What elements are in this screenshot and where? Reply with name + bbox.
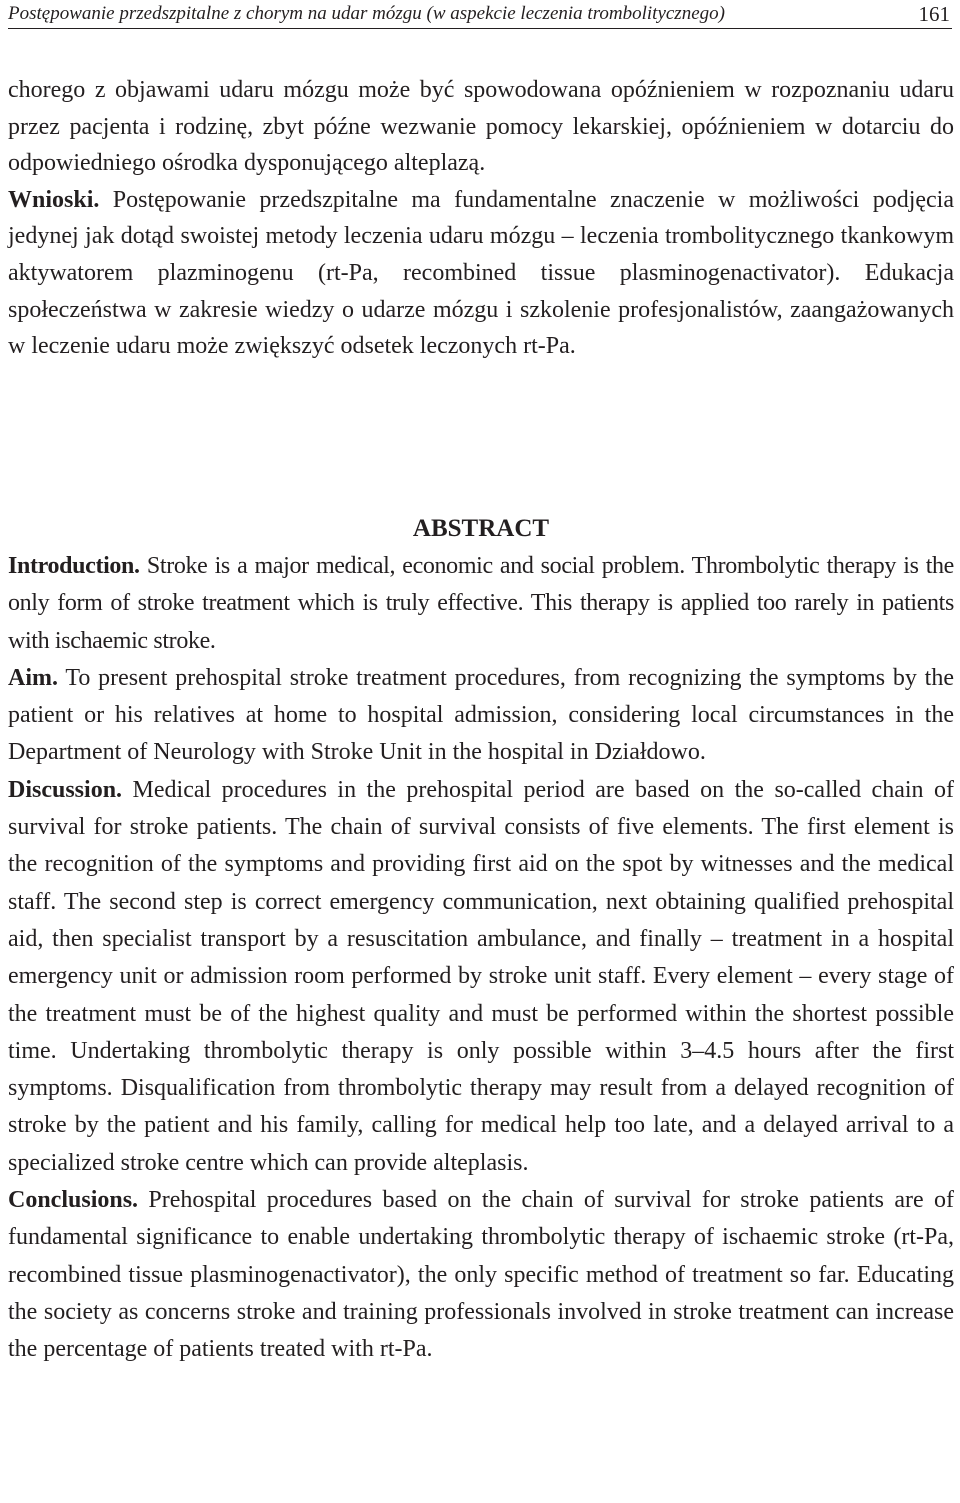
aim-paragraph xyxy=(8,660,954,772)
conclusions-text: Prehospital procedures based on the chain of survival for stroke patients are of fundamental significance to enable undertaking thrombolytic therapy of ischaemic stroke (rt-Pa, recombined tissue plasminogenactivator), the only specific method of treatment so far. Educating the society as concerns stroke and training professionals involved in stroke treatment can increase the percentage of patients treated with rt-Pa. xyxy=(8,1187,955,1363)
discussion-text: Medical procedures in the prehospital period are based on the so-called chain of survival for stroke patients. The chain of survival consists of five elements. The first element is the recognition of the symptoms and providing first aid on the spot by witnesses and the medical staff. The second step is correct emergency communication, next obtaining qualified prehospital aid, then specialist transport by a resuscitation ambulance, and finally – treatment in a hospital emergency unit or admission room performed by stroke unit staff. Every element – every stage of the treatment must be of the highest quality and must be performed within the shortest possible time. Undertaking thrombolytic therapy is only possible within 3–4.5 hours after the first symptoms. Disqualification from thrombolytic therapy may result from a delayed recognition of stroke by the patient and his family, calling for medical help too late, and a delayed arrival to a specialized stroke centre which can provide alteplasis. xyxy=(8,776,954,1176)
discussion-label: Discussion. xyxy=(8,776,123,803)
aim-text: To present prehospital stroke treatment procedures, from recognizing the symptoms by the patient or his relatives at home to hospital admission, considering local circumstances in the Department of Neurology with Stroke Unit in the hospital in Działdowo. xyxy=(8,664,954,766)
english-abstract xyxy=(8,510,954,1369)
introduction-paragraph xyxy=(8,548,954,660)
polish-conclusions-text: Postępowanie przedszpitalne ma fundamentalne znaczenie w możliwości podjęcia jedynej jak dotąd swoistej metody leczenia udaru mózgu – leczenia trombolitycznego tkankowym aktywatorem plazminogenu (rt-Pa, recombined tissue plasminogenactivator). Edukacja społeczeństwa w zakresie wiedzy o udarze mózgu i szkolenie profesjonalistów, zaangażowanych w leczenie udaru może zwiększyć odsetek leczonych rt-Pa. xyxy=(8,186,954,360)
conclusions-label: Conclusions. xyxy=(8,1187,139,1214)
page-number: 161 xyxy=(918,2,950,26)
introduction-label: Introduction. xyxy=(8,553,140,579)
running-header xyxy=(8,2,952,29)
discussion-paragraph xyxy=(8,772,954,1182)
abstract-heading: ABSTRACT xyxy=(412,515,550,542)
introduction-text: Stroke is a major medical, economic and social problem. Thrombolytic therapy is the only form of stroke treatment which is truly effective. This therapy is applied too rarely in patients with ischaemic stroke. xyxy=(8,553,954,654)
aim-label: Aim. xyxy=(8,664,58,691)
polish-results-paragraph: chorego z objawami udaru mózgu może być spowodowana opóźnieniem w rozpoznaniu udaru przez pacjenta i rodzinę, zbyt późne wezwanie pomocy lekarskiej, opóźnieniem w dotarciu do odpowiedniego ośrodka dysponującego alteplazą. xyxy=(8,77,954,177)
conclusions-paragraph xyxy=(8,1182,954,1368)
polish-summary xyxy=(8,72,954,365)
running-title: Postępowanie przedszpitalne z chorym na udar mózgu (w aspekcie leczenia trombolitycznego) xyxy=(8,3,725,24)
polish-conclusions-label: Wnioski. xyxy=(8,186,100,213)
polish-conclusions-paragraph xyxy=(8,182,954,365)
